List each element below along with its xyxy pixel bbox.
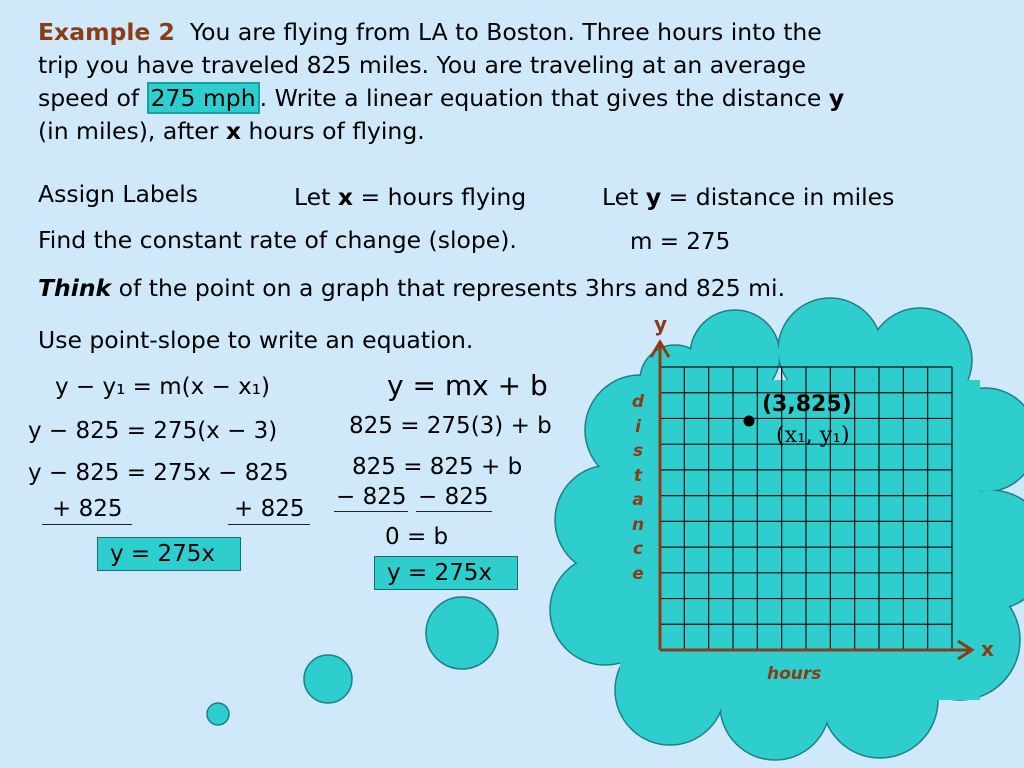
x-axis-var-label: x (981, 637, 994, 661)
add-825-right: + 825 (234, 496, 305, 522)
think-word: Think (38, 274, 112, 302)
let-x-prefix: Let (294, 183, 338, 211)
thought-bubble-medium (304, 655, 352, 703)
point-slope-text: Use point-slope to write an equation. (38, 326, 474, 354)
let-x-var: x (337, 183, 353, 211)
x-axis-title: hours (767, 664, 822, 684)
add-825-left: + 825 (52, 496, 123, 522)
problem-text-4a: (in miles), after (38, 117, 226, 145)
let-y-var: y (645, 183, 662, 211)
y-axis-title-letter: i (635, 416, 641, 437)
slope-intercept-formula: y = mx + b (387, 369, 548, 402)
point-slope-formula: y − y₁ = m(x − x₁) (55, 374, 270, 400)
var-y: y (828, 84, 845, 112)
y-axis-title-letter: e (632, 563, 644, 584)
substituted-equation: y − 825 = 275(x − 3) (28, 418, 278, 444)
let-y-prefix: Let (602, 183, 646, 211)
problem-text-1: You are flying from LA to Boston. Three hours into the (189, 18, 822, 46)
speed-highlight: 275 mph (147, 82, 260, 114)
y-axis-var-label: y (654, 312, 668, 336)
problem-text-3b: . Write a linear equation that gives the distance (259, 84, 829, 112)
problem-line-2: trip you have traveled 825 miles. You are traveling at an average (38, 51, 806, 79)
example-label: Example 2 (38, 18, 175, 46)
point-coordinate-label: (x₁, y₁) (776, 423, 850, 448)
y-axis-title-letter: d (631, 392, 645, 412)
thought-bubble-small (207, 703, 229, 725)
simplified-intercept: 825 = 825 + b (352, 454, 523, 480)
assign-labels: Assign Labels (38, 180, 199, 208)
substituted-intercept: 825 = 275(3) + b (349, 413, 552, 439)
y-axis-title-letter: s (632, 441, 644, 461)
slope-equation: m = 275 (630, 229, 731, 255)
final-answer-right: y = 275x (374, 556, 518, 590)
let-x-suffix: = hours flying (353, 183, 527, 211)
cloud-fill (551, 299, 1024, 759)
y-axis-title-letter: c (632, 539, 644, 559)
problem-text-4b: hours of flying. (241, 117, 425, 145)
plotted-point (744, 416, 755, 427)
problem-text-3a: speed of (38, 84, 147, 112)
y-axis-title-letter: a (632, 490, 644, 510)
y-axis-title (631, 390, 645, 586)
var-x: x (225, 117, 242, 145)
expanded-equation: y − 825 = 275x − 825 (28, 460, 289, 486)
y-axis-title-letter: n (631, 514, 645, 535)
y-axis-title-letter: t (633, 465, 643, 486)
final-answer-left: y = 275x (97, 537, 241, 571)
think-rest: of the point on a graph that represents 3hrs and 825 mi. (111, 274, 786, 302)
find-slope-text: Find the constant rate of change (slope). (38, 226, 517, 254)
thought-bubble-large (426, 597, 498, 669)
b-equals-zero: 0 = b (385, 524, 449, 550)
subtract-825-right: − 825 (418, 484, 489, 510)
subtract-825-left: − 825 (336, 484, 407, 510)
let-y-suffix: = distance in miles (661, 183, 895, 211)
point-label: (3,825) (762, 392, 852, 417)
